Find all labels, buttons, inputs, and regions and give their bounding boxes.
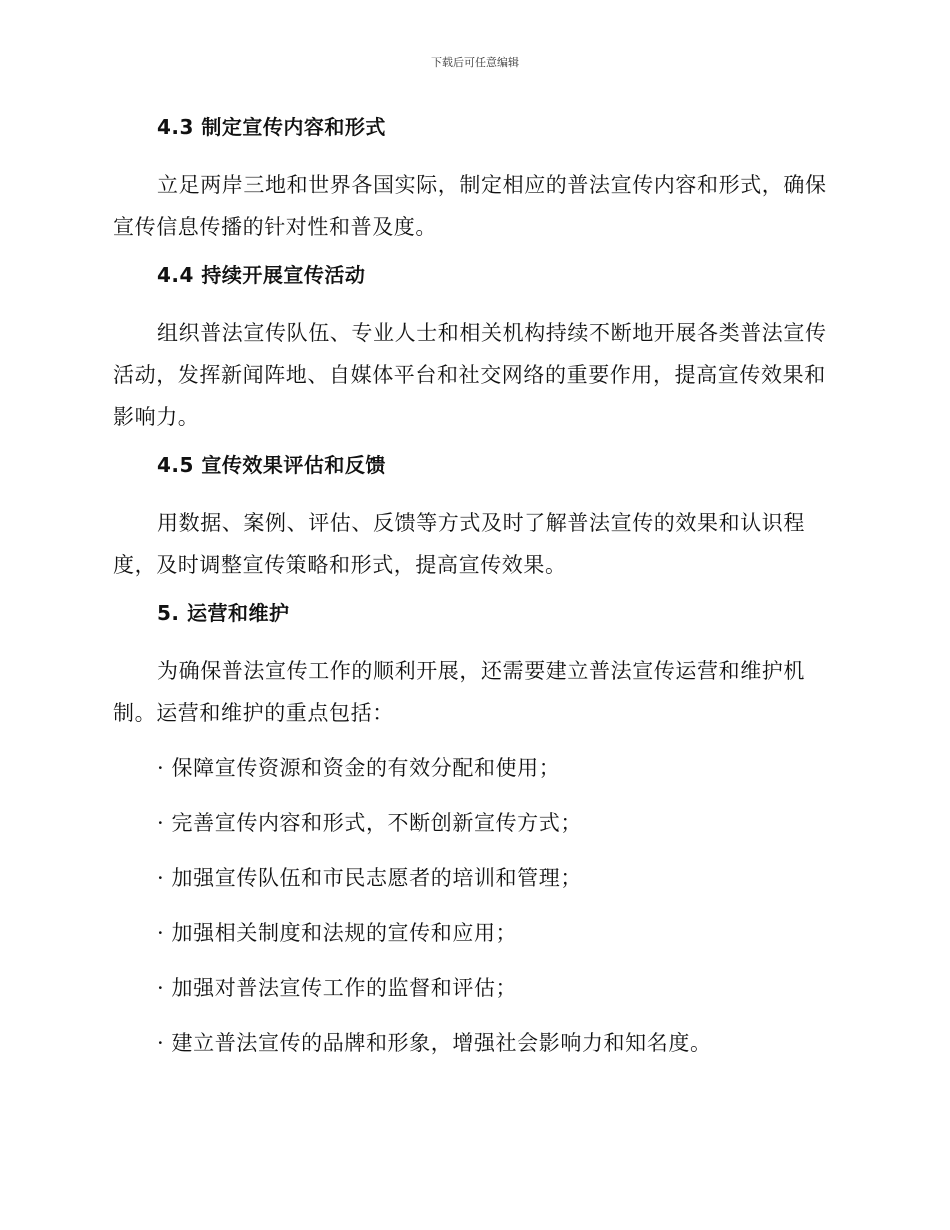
section-4-3 <box>113 110 833 248</box>
section-heading: 4.5 宣传效果评估和反馈 <box>157 453 386 477</box>
section-paragraph: 用数据、案例、评估、反馈等方式及时了解普法宣传的效果和认识程度，及时调整宣传策略和形式，提高宣传效果。 <box>113 511 805 577</box>
page-header: 下载后可任意编辑 <box>431 56 519 69</box>
section-paragraph: 立足两岸三地和世界各国实际，制定相应的普法宣传内容和形式，确保宣传信息传播的针对性和普及度。 <box>113 173 827 239</box>
list-item: · 建立普法宣传的品牌和形象，增强社会影响力和知名度。 <box>157 1031 712 1055</box>
bullet-list <box>113 747 833 1064</box>
list-item: · 加强对普法宣传工作的监督和评估； <box>157 976 518 1000</box>
section-paragraph: 为确保普法宣传工作的顺利开展，还需要建立普法宣传运营和维护机制。运营和维护的重点包括： <box>113 659 805 725</box>
section-4-4 <box>113 258 833 438</box>
document-body <box>113 110 833 1064</box>
list-item: · 加强相关制度和法规的宣传和应用； <box>157 921 518 945</box>
list-item: · 保障宣传资源和资金的有效分配和使用； <box>157 756 561 780</box>
list-item: · 完善宣传内容和形式，不断创新宣传方式； <box>157 811 582 835</box>
section-heading: 4.3 制定宣传内容和形式 <box>157 115 386 139</box>
section-paragraph: 组织普法宣传队伍、专业人士和相关机构持续不断地开展各类普法宣传活动，发挥新闻阵地、自媒体平台和社交网络的重要作用，提高宣传效果和影响力。 <box>113 321 827 429</box>
section-4-5 <box>113 448 833 586</box>
section-heading: 4.4 持续开展宣传活动 <box>157 263 366 287</box>
list-item: · 加强宣传队伍和市民志愿者的培训和管理； <box>157 866 582 890</box>
section-5 <box>113 596 833 1064</box>
section-heading: 5. 运营和维护 <box>157 601 290 625</box>
